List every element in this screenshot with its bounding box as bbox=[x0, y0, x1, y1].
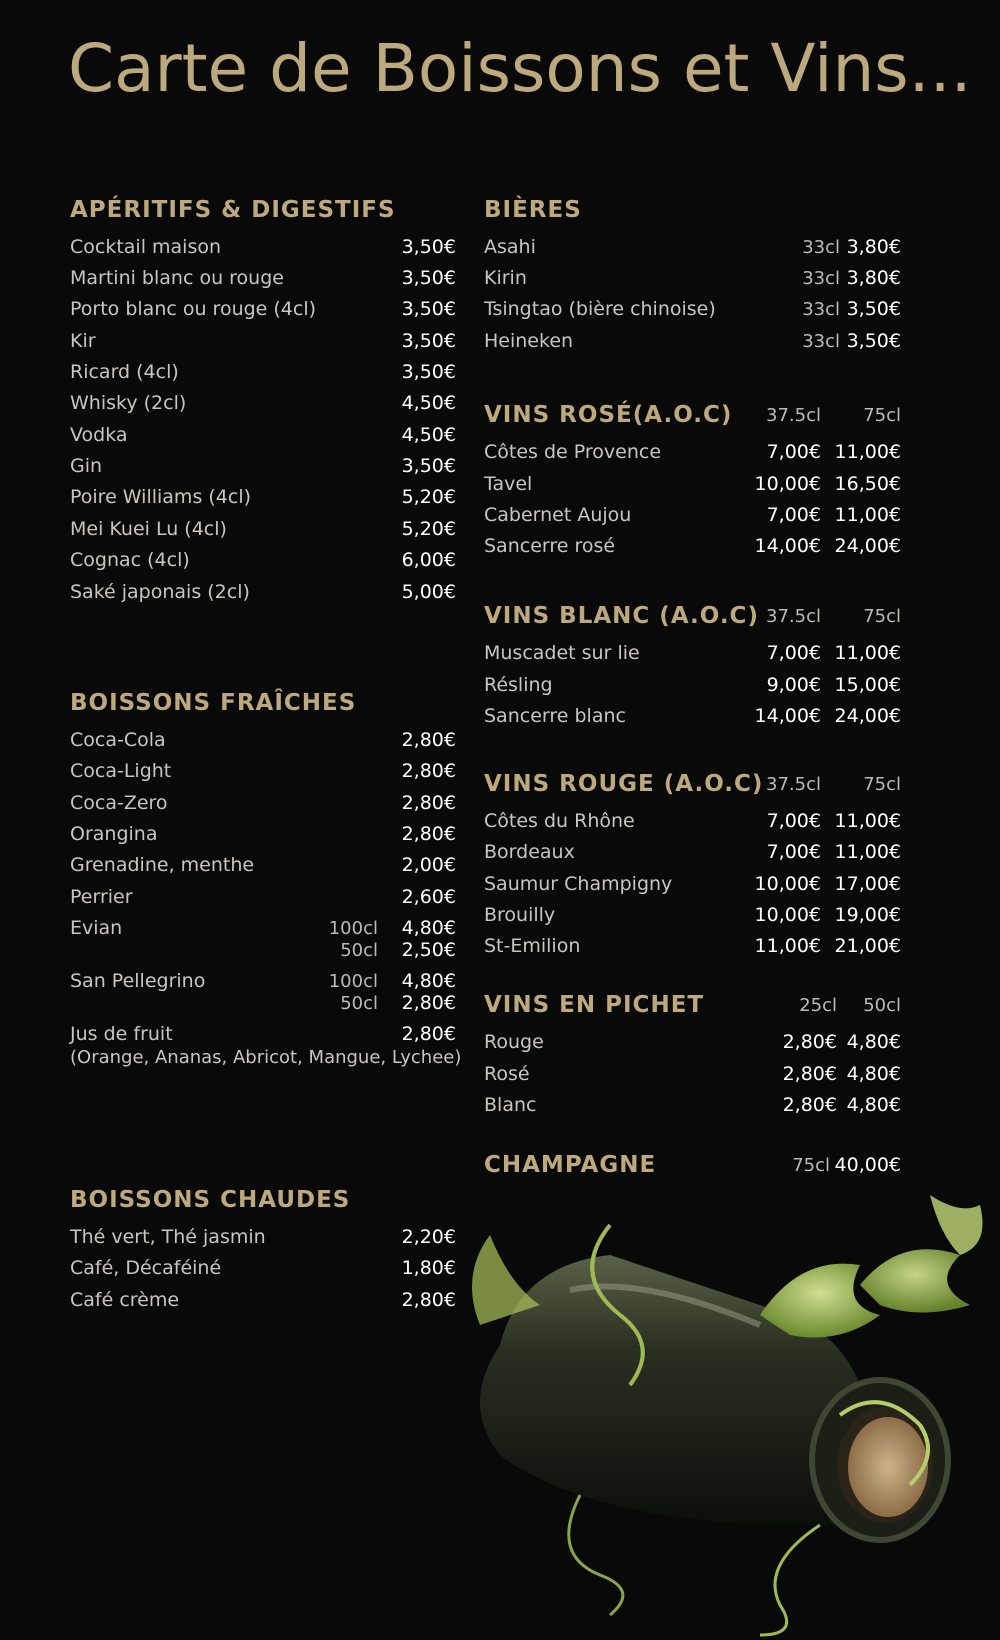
item-name: Saumur Champigny bbox=[484, 873, 673, 895]
item-name: Muscadet sur lie bbox=[484, 642, 640, 664]
item-price-large: 24,00€ bbox=[834, 535, 901, 557]
item-name: Sancerre blanc bbox=[484, 705, 626, 727]
rouge-heading: VINS ROUGE (A.O.C) bbox=[484, 771, 764, 797]
item-name: Evian bbox=[70, 917, 123, 939]
item-price: 2,80€ bbox=[401, 729, 456, 751]
item-price: 4,80€ bbox=[401, 970, 456, 992]
item-price-small: 11,00€ bbox=[754, 935, 821, 957]
item-price-small: 10,00€ bbox=[754, 873, 821, 895]
item-name: Jus de fruit bbox=[70, 1023, 173, 1045]
item-price: 2,80€ bbox=[401, 792, 456, 814]
rouge-size-large: 75cl bbox=[863, 774, 901, 795]
item-price: 5,20€ bbox=[401, 518, 456, 540]
rose-size-small: 37.5cl bbox=[766, 405, 821, 426]
item-name: Bordeaux bbox=[484, 841, 575, 863]
champagne-volume: 75cl bbox=[792, 1155, 830, 1176]
item-price: 3,50€ bbox=[401, 267, 456, 289]
item-price: 2,00€ bbox=[401, 854, 456, 876]
item-price: 2,20€ bbox=[401, 1226, 456, 1248]
item-name: Côtes de Provence bbox=[484, 441, 662, 463]
item-price-large: 15,00€ bbox=[834, 674, 901, 696]
item-price-large: 4,80€ bbox=[846, 1094, 901, 1116]
item-price-small: 10,00€ bbox=[754, 473, 821, 495]
item-price: 3,50€ bbox=[401, 361, 456, 383]
item-price-large: 21,00€ bbox=[834, 935, 901, 957]
item-name: Coca-Zero bbox=[70, 792, 168, 814]
item-volume: 33cl bbox=[802, 331, 840, 352]
chaudes-heading: BOISSONS CHAUDES bbox=[70, 1187, 351, 1213]
item-volume: 100cl bbox=[328, 918, 378, 939]
item-name: Blanc bbox=[484, 1094, 537, 1116]
item-name: Whisky (2cl) bbox=[70, 392, 187, 414]
item-price: 2,50€ bbox=[401, 939, 456, 961]
item-name: Brouilly bbox=[484, 904, 556, 926]
rose-size-large: 75cl bbox=[863, 405, 901, 426]
champagne-heading: CHAMPAGNE bbox=[484, 1152, 657, 1178]
item-name: Gin bbox=[70, 455, 103, 477]
item-name: Orangina bbox=[70, 823, 158, 845]
item-price: 3,50€ bbox=[846, 298, 901, 320]
item-price: 2,80€ bbox=[401, 1289, 456, 1311]
item-name: Cocktail maison bbox=[70, 236, 222, 258]
item-name: Asahi bbox=[484, 236, 536, 258]
item-name: Tsingtao (bière chinoise) bbox=[484, 298, 716, 320]
item-volume: 50cl bbox=[340, 993, 378, 1014]
item-price-small: 10,00€ bbox=[754, 904, 821, 926]
item-volume: 33cl bbox=[802, 299, 840, 320]
item-price: 6,00€ bbox=[401, 549, 456, 571]
item-note: (Orange, Ananas, Abricot, Mangue, Lychee) bbox=[70, 1047, 462, 1068]
item-price-small: 7,00€ bbox=[766, 841, 821, 863]
item-name: Martini blanc ou rouge bbox=[70, 267, 284, 289]
item-price-small: 9,00€ bbox=[766, 674, 821, 696]
item-price: 5,00€ bbox=[401, 581, 456, 603]
item-price-large: 16,50€ bbox=[834, 473, 901, 495]
item-price-small: 7,00€ bbox=[766, 441, 821, 463]
item-name: Porto blanc ou rouge (4cl) bbox=[70, 298, 317, 320]
pichet-size-small: 25cl bbox=[799, 995, 837, 1016]
item-price-small: 2,80€ bbox=[782, 1063, 837, 1085]
item-price-large: 4,80€ bbox=[846, 1063, 901, 1085]
blanc-heading: VINS BLANC (A.O.C) bbox=[484, 603, 759, 629]
item-name: Vodka bbox=[70, 424, 128, 446]
rouge-size-small: 37.5cl bbox=[766, 774, 821, 795]
item-price-large: 11,00€ bbox=[834, 504, 901, 526]
aperitifs-heading: APÉRITIFS & DIGESTIFS bbox=[70, 197, 396, 223]
item-price-small: 7,00€ bbox=[766, 504, 821, 526]
pichet-size-large: 50cl bbox=[863, 995, 901, 1016]
item-name: Rouge bbox=[484, 1031, 544, 1053]
item-price-large: 24,00€ bbox=[834, 705, 901, 727]
item-volume: 33cl bbox=[802, 237, 840, 258]
item-name: Côtes du Rhône bbox=[484, 810, 635, 832]
item-name: Perrier bbox=[70, 886, 133, 908]
item-price: 3,50€ bbox=[846, 330, 901, 352]
blanc-size-small: 37.5cl bbox=[766, 606, 821, 627]
item-price: 3,50€ bbox=[401, 298, 456, 320]
item-name: Saké japonais (2cl) bbox=[70, 581, 250, 603]
item-price-small: 7,00€ bbox=[766, 810, 821, 832]
item-price: 1,80€ bbox=[401, 1257, 456, 1279]
item-name: Mei Kuei Lu (4cl) bbox=[70, 518, 227, 540]
item-price: 2,80€ bbox=[401, 823, 456, 845]
item-price-large: 11,00€ bbox=[834, 441, 901, 463]
wine-bottle-illustration bbox=[460, 1195, 1000, 1640]
item-price: 4,50€ bbox=[401, 392, 456, 414]
item-name: Grenadine, menthe bbox=[70, 854, 255, 876]
item-price-small: 2,80€ bbox=[782, 1031, 837, 1053]
item-price: 5,20€ bbox=[401, 486, 456, 508]
item-name: Café crème bbox=[70, 1289, 180, 1311]
item-name: Coca-Cola bbox=[70, 729, 166, 751]
item-price: 2,80€ bbox=[401, 760, 456, 782]
item-price: 3,50€ bbox=[401, 330, 456, 352]
champagne-price: 40,00€ bbox=[834, 1154, 901, 1176]
item-name: Ricard (4cl) bbox=[70, 361, 179, 383]
item-name: Tavel bbox=[484, 473, 533, 495]
item-name: Kir bbox=[70, 330, 96, 352]
item-name: St-Emilion bbox=[484, 935, 581, 957]
item-name: Sancerre rosé bbox=[484, 535, 616, 557]
item-name: Cabernet Aujou bbox=[484, 504, 632, 526]
fraiches-heading: BOISSONS FRAÎCHES bbox=[70, 690, 357, 716]
item-volume: 33cl bbox=[802, 268, 840, 289]
pichet-heading: VINS EN PICHET bbox=[484, 992, 705, 1018]
item-price-large: 11,00€ bbox=[834, 841, 901, 863]
blanc-size-large: 75cl bbox=[863, 606, 901, 627]
item-name: Café, Décaféiné bbox=[70, 1257, 222, 1279]
item-price-large: 11,00€ bbox=[834, 810, 901, 832]
item-volume: 100cl bbox=[328, 971, 378, 992]
item-name: San Pellegrino bbox=[70, 970, 206, 992]
item-price: 3,50€ bbox=[401, 455, 456, 477]
item-price-large: 4,80€ bbox=[846, 1031, 901, 1053]
item-price-small: 14,00€ bbox=[754, 535, 821, 557]
item-name: Kirin bbox=[484, 267, 527, 289]
item-name: Heineken bbox=[484, 330, 574, 352]
item-name: Coca-Light bbox=[70, 760, 172, 782]
item-name: Poire Williams (4cl) bbox=[70, 486, 252, 508]
item-price: 2,60€ bbox=[401, 886, 456, 908]
item-name: Cognac (4cl) bbox=[70, 549, 190, 571]
item-name: Résling bbox=[484, 674, 553, 696]
item-price: 3,50€ bbox=[401, 236, 456, 258]
item-volume: 50cl bbox=[340, 940, 378, 961]
item-price-large: 17,00€ bbox=[834, 873, 901, 895]
item-price-small: 7,00€ bbox=[766, 642, 821, 664]
item-price-large: 11,00€ bbox=[834, 642, 901, 664]
item-price: 3,80€ bbox=[846, 236, 901, 258]
item-price: 4,50€ bbox=[401, 424, 456, 446]
item-price-small: 2,80€ bbox=[782, 1094, 837, 1116]
item-price: 2,80€ bbox=[401, 1023, 456, 1045]
item-name: Thé vert, Thé jasmin bbox=[70, 1226, 266, 1248]
rose-heading: VINS ROSÉ(A.O.C) bbox=[484, 402, 733, 428]
item-price: 3,80€ bbox=[846, 267, 901, 289]
item-price-small: 14,00€ bbox=[754, 705, 821, 727]
item-price: 4,80€ bbox=[401, 917, 456, 939]
item-price-large: 19,00€ bbox=[834, 904, 901, 926]
item-price: 2,80€ bbox=[401, 992, 456, 1014]
bieres-heading: BIÈRES bbox=[484, 197, 582, 223]
item-name: Rosé bbox=[484, 1063, 530, 1085]
page-title: Carte de Boissons et Vins... bbox=[68, 30, 972, 107]
